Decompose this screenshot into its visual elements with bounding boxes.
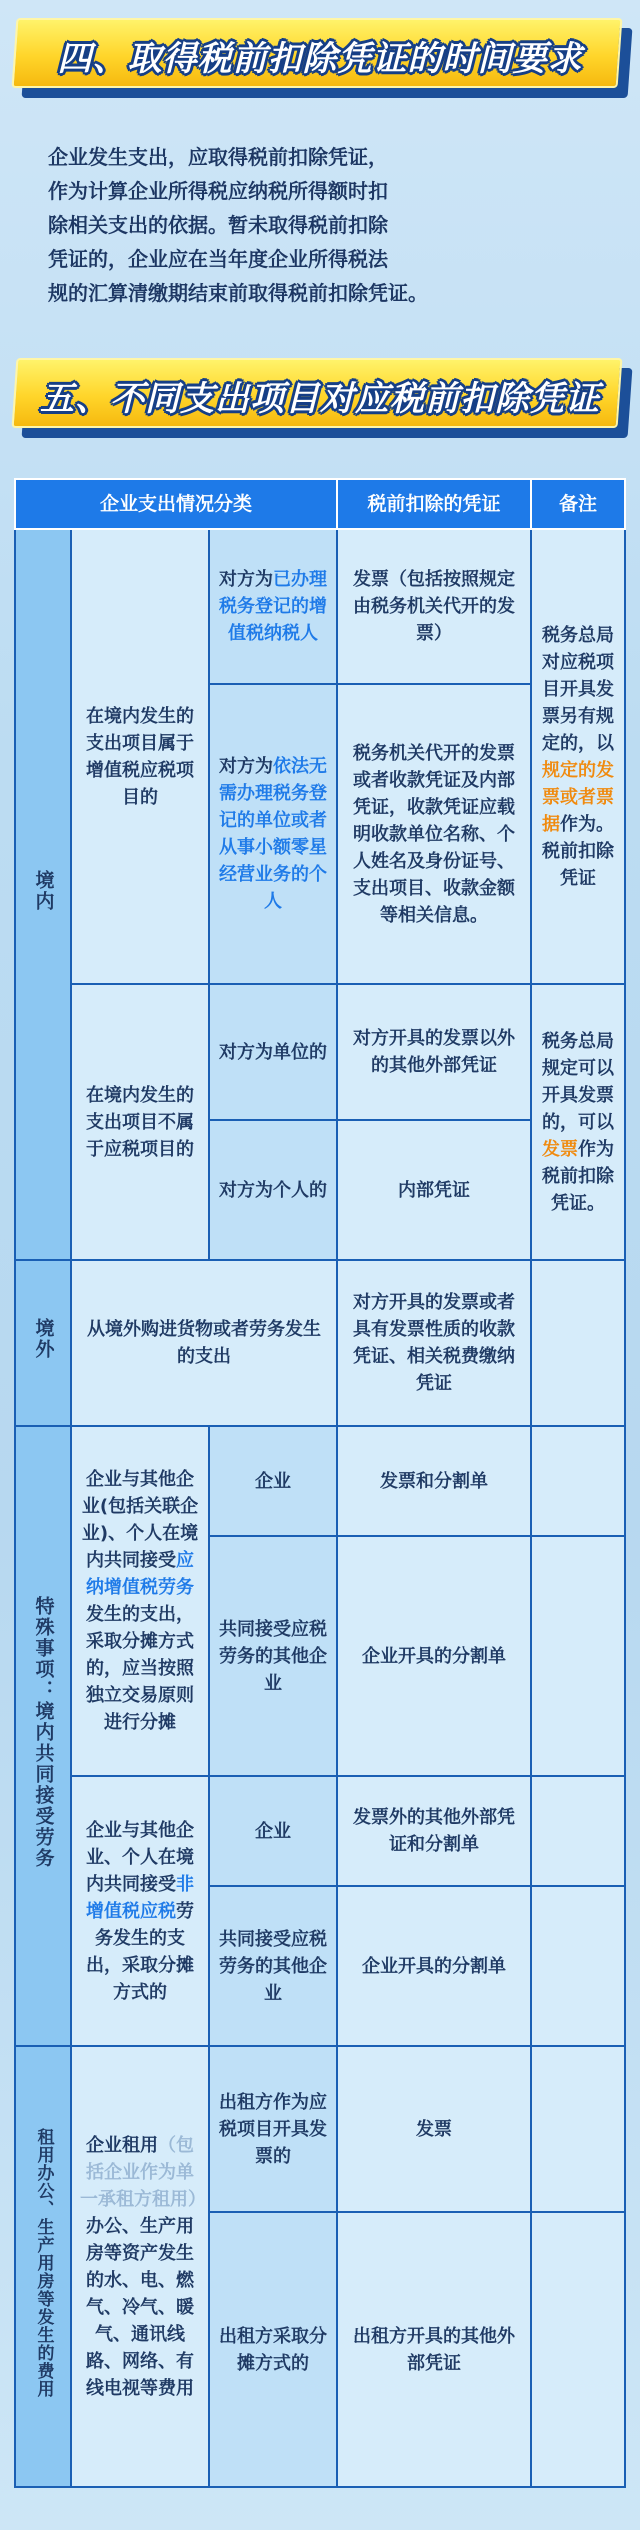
group-highlight: 非增值税应税 <box>86 1873 194 1922</box>
note-cell <box>531 2212 625 2487</box>
party-cell: 出租方作为应税项目开具发票的 <box>209 2046 337 2212</box>
party-cell: 对方为个人的 <box>209 1120 337 1260</box>
note-prefix: 税务总局规定可以开具发票的，可以 <box>542 1030 614 1133</box>
rental-desc <box>71 2046 209 2487</box>
note-cell <box>531 1776 625 1886</box>
voucher-cell: 税务机关代开的发票或者收款凭证及内部凭证，收款凭证应载明收款单位名称、个人姓名及身份证号、支出项目、收款金额等相关信息。 <box>337 684 531 984</box>
party-cell: 共同接受应税劳务的其他企业 <box>209 1536 337 1776</box>
header-category: 企业支出情况分类 <box>15 479 337 529</box>
table-row <box>15 984 625 1120</box>
paragraph-line: 凭证的，企业应在当年度企业所得税法 <box>48 247 388 271</box>
note-suffix: 作为。税前扣除凭证 <box>542 813 614 889</box>
table-row <box>15 2046 625 2212</box>
note-cell <box>531 1260 625 1426</box>
party-cell <box>209 684 337 984</box>
paragraph-line: 规的汇算清缴期结束前取得税前扣除凭证。 <box>48 281 428 305</box>
party-cell: 共同接受应税劳务的其他企业 <box>209 1886 337 2046</box>
party-cell: 企业 <box>209 1776 337 1886</box>
table-header-row <box>15 479 625 529</box>
group-suffix: 发生的支出，采取分摊方式的，应当按照独立交易原则进行分摊 <box>86 1604 194 1733</box>
paragraph-line: 除相关支出的依据。暂未取得税前扣除 <box>48 213 388 237</box>
header-voucher: 税前扣除的凭证 <box>337 479 531 529</box>
party-cell: 企业 <box>209 1426 337 1536</box>
region-label: 租用办公、生产用房等发生的费用 <box>33 2127 54 2398</box>
party-highlight: 依法无需办理税务登记的单位或者从事小额零星经营业务的个人 <box>219 756 327 912</box>
deduction-voucher-table <box>14 478 626 2488</box>
note-cell <box>531 2046 625 2212</box>
group-suffix: 劳务发生的支出，采取分摊方式的 <box>86 1900 194 2003</box>
note-cell <box>531 529 625 984</box>
special-group-1 <box>71 1426 209 1776</box>
region-label: 境外 <box>32 1318 55 1360</box>
note-cell <box>531 1426 625 1536</box>
region-special <box>15 1426 71 2046</box>
region-domestic <box>15 529 71 1260</box>
voucher-cell: 企业开具的分割单 <box>337 1536 531 1776</box>
voucher-cell: 对方开具的发票或者具有发票性质的收款凭证、相关税费缴纳凭证 <box>337 1260 531 1426</box>
note-highlight: 发票 <box>542 1138 578 1160</box>
paragraph-line: 作为计算企业所得税应纳税所得额时扣 <box>48 179 388 203</box>
table-row <box>15 1426 625 1536</box>
group-prefix: 企业与其他企业(包括关联企业)、个人在境内共同接受 <box>81 1469 199 1571</box>
nontaxable-group: 在境内发生的支出项目不属于应税项目的 <box>71 984 209 1260</box>
voucher-cell: 发票外的其他外部凭证和分割单 <box>337 1776 531 1886</box>
paragraph-line: 企业发生支出，应取得税前扣除凭证， <box>48 145 388 169</box>
table-row <box>15 529 625 684</box>
section4-banner <box>14 18 626 92</box>
group-highlight: 应纳增值税劳务 <box>86 1550 194 1598</box>
rental-suffix: 办公、生产用房等资产发生的水、电、燃气、冷气、暖气、通讯线路、网络、有线电视等费用 <box>86 2215 194 2399</box>
region-label: 特殊事项：境内共同接受劳务 <box>32 1595 55 1869</box>
voucher-cell: 发票 <box>337 2046 531 2212</box>
rental-prefix: 企业租用 <box>86 2134 158 2156</box>
voucher-cell: 企业开具的分割单 <box>337 1886 531 2046</box>
party-cell <box>209 529 337 684</box>
special-group-2 <box>71 1776 209 2046</box>
header-note: 备注 <box>531 479 625 529</box>
region-overseas <box>15 1260 71 1426</box>
voucher-cell: 发票（包括按照规定由税务机关代开的发票） <box>337 529 531 684</box>
note-cell <box>531 1886 625 2046</box>
party-prefix: 对方为 <box>219 569 273 590</box>
section4-title: 四、取得税前扣除凭证的时间要求 <box>57 38 583 79</box>
note-highlight: 规定的发票或者票据 <box>542 759 614 835</box>
voucher-cell: 内部凭证 <box>337 1120 531 1260</box>
note-cell <box>531 1536 625 1776</box>
note-cell <box>531 984 625 1260</box>
section5-title: 五、不同支出项目对应税前扣除凭证 <box>40 378 600 419</box>
voucher-cell: 发票和分割单 <box>337 1426 531 1536</box>
party-cell: 出租方采取分摊方式的 <box>209 2212 337 2487</box>
party-cell: 对方为单位的 <box>209 984 337 1120</box>
voucher-cell: 对方开具的发票以外的其他外部凭证 <box>337 984 531 1120</box>
party-highlight: 已办理税务登记的增值税纳税人 <box>219 569 327 644</box>
party-prefix: 对方为 <box>219 756 273 777</box>
taxable-group: 在境内发生的支出项目属于增值税应税项目的 <box>71 529 209 984</box>
overseas-desc: 从境外购进货物或者劳务发生的支出 <box>71 1260 337 1426</box>
region-label: 境内 <box>32 869 55 912</box>
group-prefix: 企业与其他企业、个人在境内共同接受 <box>86 1819 194 1895</box>
table-row <box>15 1260 625 1426</box>
section5-banner <box>14 358 626 432</box>
section4-paragraph <box>48 140 568 310</box>
voucher-cell: 出租方开具的其他外部凭证 <box>337 2212 531 2487</box>
region-rental <box>15 2046 71 2487</box>
note-suffix: 作为税前扣除凭证。 <box>542 1138 614 1214</box>
table-row <box>15 1776 625 1886</box>
note-prefix: 税务总局对应税项目开具发票另有规定的，以 <box>542 624 614 754</box>
rental-note: （包括企业作为单一承租方租用） <box>80 2134 206 2210</box>
